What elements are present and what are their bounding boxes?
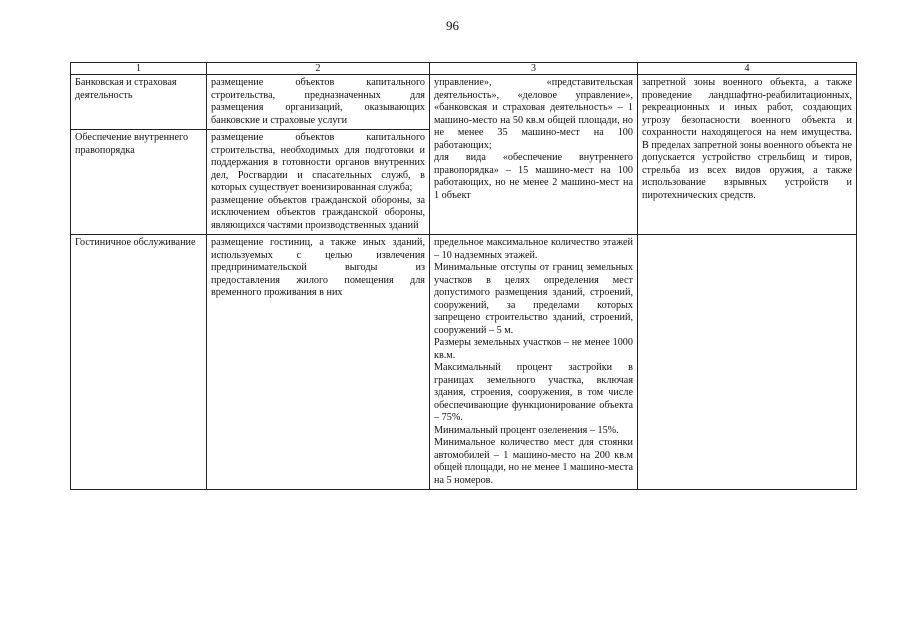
description-paragraph: размещение объектов капитального строительства, необходимых для подготовки и поддержания в готовности органов внутренних дел, Росгвардии и спасательных служб, в которых существует военизированная служба;: [211, 132, 425, 193]
use-type-description: [207, 130, 430, 235]
parameters-paragraph: Минимальное количество мест для стоянки автомобилей – 1 машино-место на 200 кв.м общей площади, но не менее 1 машино-места на 5 номеров.: [434, 437, 633, 486]
use-type-name: Гостиничное обслуживание: [71, 235, 207, 490]
parameters-paragraph: управление», «представительская деятельность», «деловое управление», «банковская и страховая деятельность» – 1 машино-место на 50 кв.м общей площади, но не менее 35 машино-мест на 100 работающих;: [434, 77, 633, 151]
table-row: [71, 235, 857, 490]
use-type-description: размещение гостиниц, а также иных зданий, используемых с целью извлечения предпринимательской выгоды из предоставления жилого помещения для временного проживания в них: [207, 235, 430, 490]
description-paragraph: размещение объектов гражданской обороны, за исключением объектов гражданской обороны, являющихся частями производственных зданий: [211, 194, 425, 231]
column-header: 3: [430, 63, 638, 75]
column-header: 2: [207, 63, 430, 75]
parameters-cell: [430, 235, 638, 490]
parameters-paragraph: Размеры земельных участков – не менее 1000 кв.м.: [434, 337, 633, 361]
parameters-cell: [430, 75, 638, 235]
parameters-paragraph: Максимальный процент застройки в границах земельного участка, включая здания, строения, сооружения, в том числе обеспечивающие функционирование объекта – 75%.: [434, 362, 633, 423]
use-type-name: Обеспечение внутреннего правопорядка: [71, 130, 207, 235]
parameters-paragraph: для вида «обеспечение внутреннего правопорядка» – 15 машино-мест на 100 работающих, но не менее 2 машино-мест на 1 объект: [434, 152, 633, 201]
parameters-paragraph: Минимальные отступы от границ земельных участков в целях определения мест допустимого размещения зданий, строений, сооружений, за пределами которых запрещено строительство зданий, строений, сооружений – 5 м.: [434, 262, 633, 336]
restrictions-cell: [638, 235, 857, 490]
parameters-paragraph: Минимальный процент озеленения – 15%.: [434, 424, 619, 436]
use-type-name: Банковская и страховая деятельность: [71, 75, 207, 130]
table-header-row: [71, 63, 857, 75]
zoning-table: [70, 62, 857, 490]
parameters-paragraph: предельное максимальное количество этажей – 10 надземных этажей.: [434, 237, 633, 261]
table-row: [71, 75, 857, 130]
column-header: 4: [638, 63, 857, 75]
restrictions-cell: запретной зоны военного объекта, а также проведение ландшафтно-реабилитационных, рекреационных и иных работ, создающих угрозу безопасности военного объекта и сохранности находящегося на нем имущества. В пределах запретной зоны военного объекта не допускается устройство стрельбищ и тиров, стрельба из всех видов оружия, а также использование взрывных устройств и пиротехнических средств.: [638, 75, 857, 235]
use-type-description: размещение объектов капитального строительства, предназначенных для размещения организаций, оказывающих банковские и страховые услуги: [207, 75, 430, 130]
column-header: 1: [71, 63, 207, 75]
page-number: 96: [446, 18, 459, 33]
